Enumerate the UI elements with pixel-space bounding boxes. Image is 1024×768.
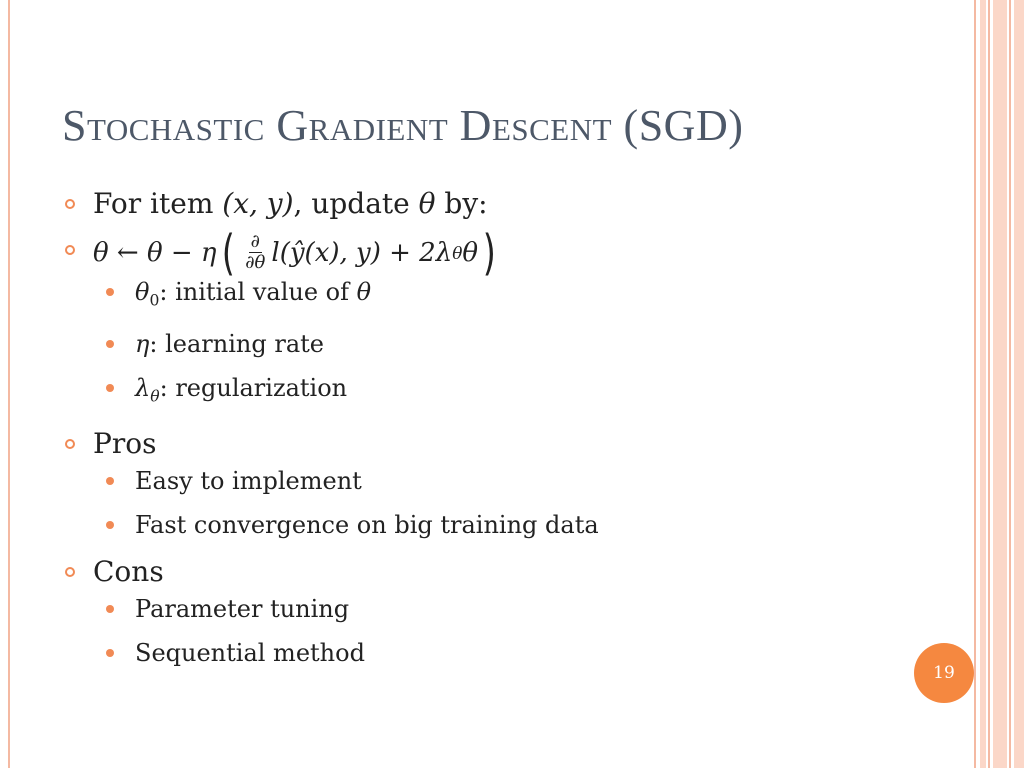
ring-bullet-icon [65, 199, 75, 209]
ring-bullet-icon [65, 567, 75, 577]
right-paren: ) [482, 224, 496, 281]
dot-bullet-icon [106, 477, 114, 485]
pros-label: Pros [93, 426, 157, 460]
bullet-update-formula [62, 224, 962, 412]
param-symbol: η [135, 330, 150, 359]
ring-bullet-icon [65, 439, 75, 449]
bullet-text: For item [93, 187, 223, 220]
pros-item [93, 466, 962, 496]
param-trail: θ [356, 278, 372, 306]
formula-body: l(ŷ(x), y) + 2λ [271, 237, 453, 268]
ring-bullet-icon [65, 245, 75, 255]
bullet-text: , update [293, 187, 419, 220]
lambda-subscript: θ [452, 242, 463, 263]
cons-item [93, 594, 962, 624]
param-symbol: λ [135, 374, 151, 403]
parameter-list [93, 277, 962, 412]
pros-item-text: Fast convergence on big training data [135, 510, 599, 539]
dot-bullet-icon [106, 521, 114, 529]
page-number: 19 [933, 663, 955, 683]
update-formula [93, 224, 501, 281]
pros-list [93, 466, 962, 540]
bullet-cons [62, 554, 962, 668]
dot-bullet-icon [106, 288, 114, 296]
param-text: : learning rate [149, 330, 324, 359]
param-theta0 [93, 277, 962, 315]
cons-label: Cons [93, 554, 164, 588]
dot-bullet-icon [106, 649, 114, 657]
bullet-pros [62, 426, 962, 540]
decorative-stripe [980, 0, 986, 768]
bullet-text: by: [435, 187, 488, 220]
cons-item-text: Sequential method [135, 638, 365, 667]
dot-bullet-icon [106, 340, 114, 348]
left-paren: ( [221, 224, 235, 281]
fraction-denominator: ∂θ [245, 252, 266, 273]
param-symbol: θ [135, 278, 150, 306]
param-text: : regularization [159, 374, 348, 403]
param-eta [93, 329, 962, 359]
page-number-badge [914, 643, 974, 703]
decorative-stripe [1009, 0, 1011, 768]
formula-lhs: θ ← θ − η [93, 237, 217, 268]
cons-list [93, 594, 962, 668]
math-theta: θ [418, 187, 436, 220]
partial-fraction [243, 232, 267, 273]
param-lambda [93, 373, 962, 411]
param-subscript: 0 [149, 291, 160, 310]
bullet-for-item [62, 186, 962, 222]
decorative-stripe [988, 0, 990, 768]
pros-item-text: Easy to implement [135, 466, 362, 495]
dot-bullet-icon [106, 605, 114, 613]
dot-bullet-icon [106, 384, 114, 392]
pros-item [93, 510, 962, 540]
slide-title: Stochastic Gradient Descent (SGD) [62, 101, 744, 150]
formula-tail: θ [462, 237, 479, 268]
cons-item-text: Parameter tuning [135, 594, 350, 623]
fraction-numerator: ∂ [250, 231, 260, 252]
bullet-list [62, 186, 962, 682]
decorative-stripe [993, 0, 1007, 768]
decorative-stripe [1014, 0, 1024, 768]
param-subscript: θ [150, 387, 160, 406]
cons-item [93, 638, 962, 668]
math-xy: (x, y) [222, 187, 294, 220]
param-text: : initial value of [159, 278, 357, 306]
